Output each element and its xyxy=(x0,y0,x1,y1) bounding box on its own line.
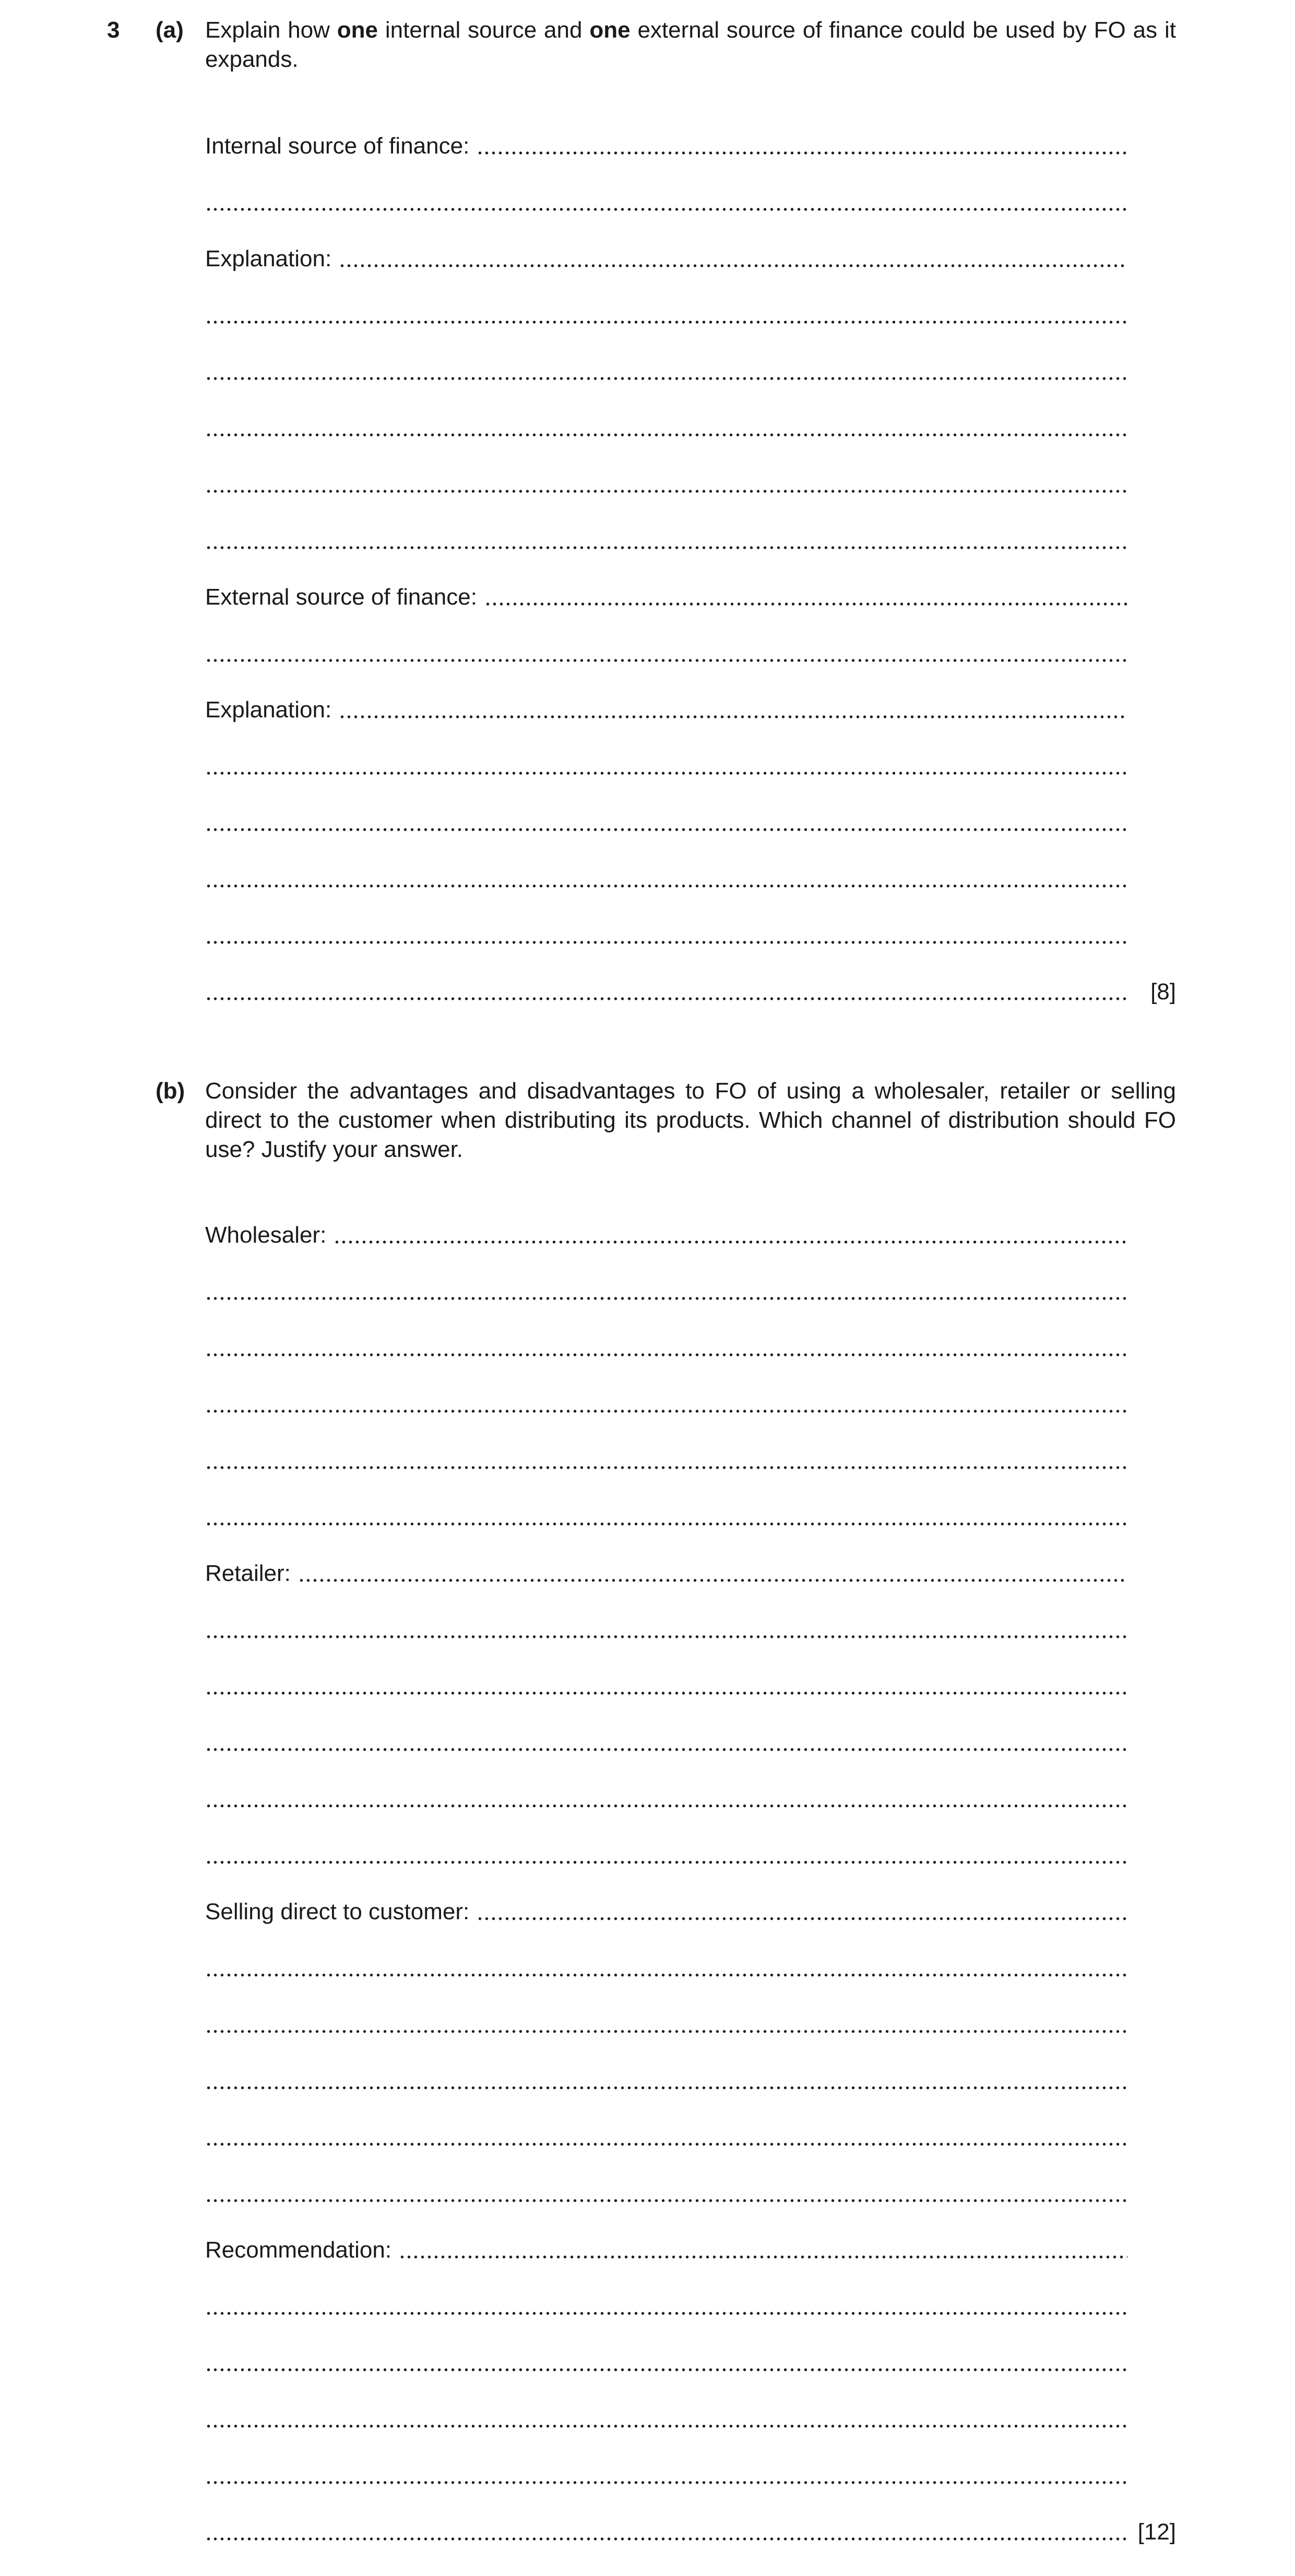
answer-line[interactable] xyxy=(205,1446,1127,1475)
answer-line[interactable] xyxy=(205,977,1127,1007)
answer-line[interactable] xyxy=(205,1390,1127,1419)
explanation-label: Explanation: xyxy=(205,697,332,723)
answer-line[interactable] xyxy=(205,2066,1127,2096)
internal-source-label: Internal source of finance: xyxy=(205,133,470,159)
part-b-marks: [12] xyxy=(1137,2519,1176,2545)
selling-direct-label: Selling direct to customer: xyxy=(205,1899,470,1924)
external-source-label: External source of finance: xyxy=(205,584,477,610)
answer-line[interactable] xyxy=(205,2010,1127,2039)
answer-line[interactable] xyxy=(205,2123,1127,2152)
part-a-question-text: Explain how one internal source and one external source of finance could be used by FO as it expands. xyxy=(205,17,1177,72)
answer-line[interactable] xyxy=(205,1672,1127,1701)
answer-line[interactable] xyxy=(205,1785,1127,1814)
answer-line[interactable] xyxy=(205,301,1127,330)
wholesaler-answer-line[interactable] xyxy=(205,1221,1127,1250)
internal-source-answer-line[interactable] xyxy=(205,132,1127,161)
answer-line[interactable] xyxy=(205,1728,1127,1757)
answer-line[interactable] xyxy=(205,1615,1127,1645)
answer-line[interactable] xyxy=(205,921,1127,950)
answer-line[interactable] xyxy=(205,808,1127,837)
retailer-label: Retailer: xyxy=(205,1561,291,1586)
explanation-answer-line[interactable] xyxy=(205,244,1127,274)
answer-line[interactable] xyxy=(205,2405,1127,2434)
answer-line[interactable] xyxy=(205,1841,1127,1870)
part-b-question-text: Consider the advantages and disadvantages to FO of using a wholesaler, retailer or selling direct to the customer when distributing its products. Which channel of distribution should FO use? Justify your answer. xyxy=(205,1078,1176,1162)
answer-line[interactable] xyxy=(205,2518,1127,2547)
answer-line[interactable] xyxy=(205,413,1127,443)
part-a-marks: [8] xyxy=(1150,979,1176,1005)
answer-line[interactable] xyxy=(205,2292,1127,2321)
answer-line[interactable] xyxy=(205,1954,1127,1983)
answer-line[interactable] xyxy=(205,357,1127,386)
question-number: 3 xyxy=(107,17,120,43)
recommendation-answer-line[interactable] xyxy=(205,2236,1127,2265)
answer-line[interactable] xyxy=(205,188,1127,217)
external-source-answer-line[interactable] xyxy=(205,583,1127,612)
answer-line[interactable] xyxy=(205,752,1127,781)
answer-line[interactable] xyxy=(205,639,1127,668)
wholesaler-label: Wholesaler: xyxy=(205,1222,327,1248)
part-a-label: (a) xyxy=(156,17,184,43)
answer-line[interactable] xyxy=(205,865,1127,894)
answer-line[interactable] xyxy=(205,1277,1127,1306)
answer-line[interactable] xyxy=(205,2179,1127,2208)
retailer-answer-line[interactable] xyxy=(205,1559,1127,1588)
answer-line[interactable] xyxy=(205,470,1127,499)
answer-line[interactable] xyxy=(205,1333,1127,1363)
explanation-label: Explanation: xyxy=(205,246,332,271)
answer-line[interactable] xyxy=(205,1503,1127,1532)
part-b-label: (b) xyxy=(156,1078,185,1104)
explanation-answer-line[interactable] xyxy=(205,695,1127,725)
recommendation-label: Recommendation: xyxy=(205,2237,392,2263)
answer-line[interactable] xyxy=(205,526,1127,556)
answer-line[interactable] xyxy=(205,2461,1127,2490)
selling-direct-answer-line[interactable] xyxy=(205,1897,1127,1927)
answer-line[interactable] xyxy=(205,2348,1127,2378)
